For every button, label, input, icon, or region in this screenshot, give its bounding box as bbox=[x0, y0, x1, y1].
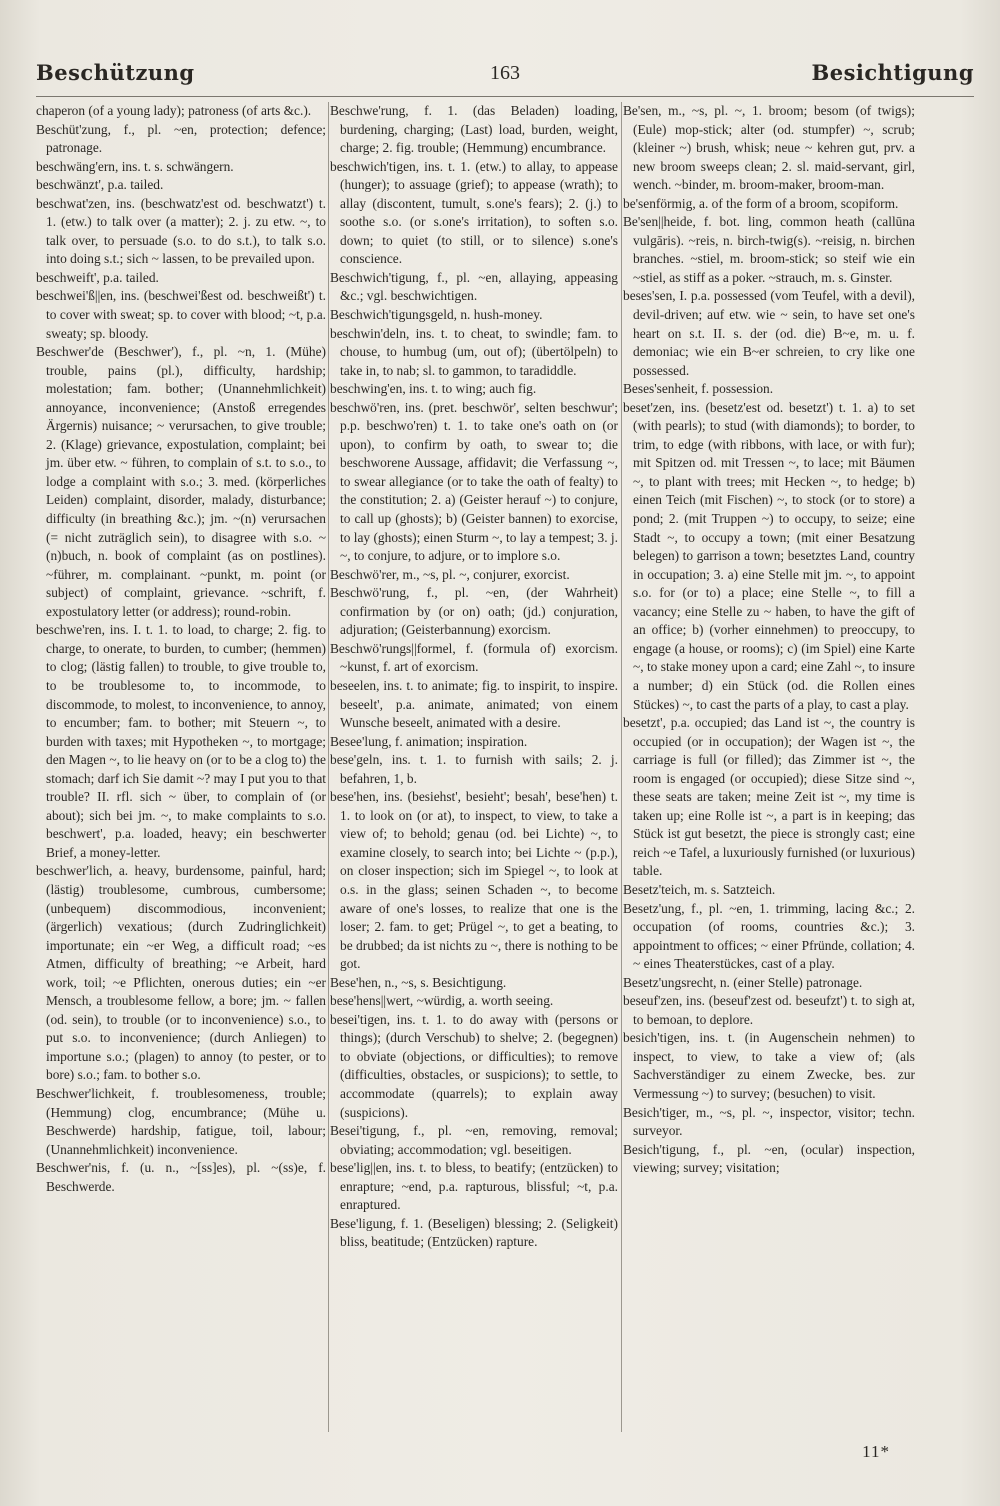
dictionary-entry: Beses'senheit, f. possession. bbox=[623, 381, 774, 397]
dictionary-entry: bese'lig||en, ins. t. to bless, to beatify; (entzücken) to enrapture; ~end, p.a. rapturous, blissful; ~t, p.a. enraptured. bbox=[330, 1160, 618, 1213]
header-right-catchword: Besichtigung bbox=[811, 60, 974, 85]
dictionary-entry: beschwe'ren, ins. I. t. 1. to load, to charge; 2. fig. to charge, to onerate, to burden, to cumber; (hemmen) to clog; (lästig fallen) to trouble, to give trouble to, to be troublesome to, to incommode, to discommode, to molest, to inconvenience, to annoy, to encumber; fam. to bother; mit Steuern ~, to burden with taxes; mit Hypotheken ~, to mortgage; den Magen ~, to lie heavy on (or to be a clog to) the stomach; darf ich Sie damit ~? may I put you to that trouble? II. rfl. sich ~ über, to complain of (or about); sich bei jm. ~, to make complaints to s.o. beschwert', p.a. loaded, heavy; ein beschwerter Brief, a money-letter. bbox=[36, 622, 326, 860]
dictionary-entry: besich'tigen, ins. t. (in Augenschein nehmen) to inspect, to view, to take a view of; (als Sachverständiger zu einem Zwecke, bes. zur Vermessung ~) to survey; (besuchen) to visit. bbox=[623, 1030, 915, 1101]
dictionary-entry: Beschüt'zung, f., pl. ~en, protection; defence; patronage. bbox=[36, 121, 326, 156]
dictionary-entry: beschwing'en, ins. t. to wing; auch fig. bbox=[330, 381, 537, 397]
dictionary-entry: Beschwe'rung, f. 1. (das Beladen) loading, burdening, charging; (Last) load, burden, weight, charge; 2. fig. trouble; (Hemmung) encumbrance. bbox=[330, 103, 618, 156]
dictionary-entry: beschwäng'ern, ins. t. s. schwängern. bbox=[36, 158, 234, 174]
dictionary-entry: Beschwö'rung, f., pl. ~en, (der Wahrheit) confirmation by (or on) oath; (jd.) conjuration, adjuration; (Geisterbannung) exorcism. bbox=[330, 585, 618, 638]
dictionary-entry: Besetz'ungsrecht, n. (einer Stelle) patronage. bbox=[623, 974, 863, 990]
dictionary-entry: beschweift', p.a. tailed. bbox=[36, 269, 159, 285]
dictionary-entry: bese'geln, ins. t. 1. to furnish with sails; 2. j. befahren, 1, b. bbox=[330, 752, 618, 786]
dictionary-entry: beschwat'zen, ins. (beschwatz'est od. beschwatzt') t. 1. (etw.) to talk over (a matter); 2. j. zu etw. ~, to talk over, to persuade (s.o. to do s.t.), to talk s.o. into doing s.t.; sich ~ lassen, to be prevailed upon. bbox=[36, 195, 326, 267]
dictionary-entry: besei'tigen, ins. t. 1. to do away with (persons or things); (durch Verschub) to shelve; 2. (begegnen) to obviate (objections, or difficulties); to remove (difficulties, obstacles, or suspicions); to settle, to accommodate (quarrels); to explain away (suspicions). bbox=[330, 1011, 618, 1120]
dictionary-entry: beseuf'zen, ins. (beseuf'zest od. beseufzt') t. to sigh at, to bemoan, to deplore. bbox=[623, 993, 915, 1027]
dictionary-entry: Beschwer'nis, f. (u. n., ~[ss]es), pl. ~(ss)e, f. Beschwerde. bbox=[36, 1160, 326, 1194]
page-header bbox=[36, 60, 974, 100]
dictionary-entry: be'senförmig, a. of the form of a broom, scopiform. bbox=[623, 195, 899, 211]
dictionary-entry: Besei'tigung, f., pl. ~en, removing, removal; obviating; accommodation; vgl. beseitigen. bbox=[330, 1123, 618, 1157]
dictionary-entry: bese'hens||wert, ~würdig, a. worth seeing. bbox=[330, 993, 554, 1009]
dictionary-entry: Bese'hen, n., ~s, s. Besichtigung. bbox=[330, 974, 507, 990]
dictionary-entry: Bese'ligung, f. 1. (Beseligen) blessing; 2. (Seligkeit) bliss, beatitude; (Entzücken) rapture. bbox=[330, 1215, 618, 1250]
dictionary-entry: Besee'lung, f. animation; inspiration. bbox=[330, 733, 528, 749]
dictionary-entry: Beschwich'tigungsgeld, n. hush-money. bbox=[330, 307, 543, 323]
dictionary-entry: Beschwö'rer, m., ~s, pl. ~, conjurer, exorcist. bbox=[330, 566, 570, 582]
dictionary-entry: beschwin'deln, ins. t. to cheat, to swindle; fam. to chouse, to humbug (um, out of); (übertölpeln) to take in, to nab; sl. to gammon, to taradiddle. bbox=[330, 325, 618, 378]
column-divider bbox=[621, 102, 622, 1432]
page-number: 163 bbox=[490, 62, 520, 84]
column-2 bbox=[330, 102, 618, 1432]
dictionary-entry: beset'zen, ins. (besetz'est od. besetzt') t. 1. a) to set (with pearls); to stud (with diamonds); to border, to trim, to edge (with ribbons, with lace, or with fur); mit Spitzen od. mit Tressen ~, to lace; mit Bäumen ~, to plant with trees; mit Hecken ~, to hedge; b) einen Teich (mit Fischen) ~, to stock (or to store) a pond; 2. (mit Truppen ~) to occupy, to seize; eine Stadt ~, to occupy a town; (mit einer Besatzung belegen) to garrison a town; besetztes Land, country in occupation; 3. a) eine Stelle mit jm. ~, to appoint s.o. for (or to) a place; eine Stelle ~, to fill a vacancy; eine Stelle zu ~ haben, to have the gift of an office; b) (vorher einnehmen) to preoccupy, to engage (a house, or rooms); c) (im Spiel) eine Karte ~, to stake money upon a card; eine Zahl ~, to insure a number; d) ein Stück (od. die Rollen eines Stückes) ~, to cast the parts of a play, to cast a play. bbox=[623, 399, 915, 712]
dictionary-entry: beschwö'ren, ins. (pret. beschwör', selten beschwur'; p.p. beschwo'ren) t. 1. to take one's oath on (or upon), to confirm by oath, to swear to; die beschworene Aussage, affidavit; die Verfassung ~, to swear allegiance (or to take the oath of fealty) to the constitution; 2. a) (Geister herauf ~) to conjure, to call up (ghosts); b) (Geister bannen) to exorcise, to lay (ghosts); einen Sturm ~, to lay a tempest; 3. j. ~, to conjure, to adjure, or to implore s.o. bbox=[330, 399, 618, 564]
header-left-catchword: Beschützung bbox=[36, 60, 195, 85]
dictionary-entry: Beschwö'rungs||formel, f. (formula of) exorcism. ~kunst, f. art of exorcism. bbox=[330, 640, 618, 675]
dictionary-entry: Besich'tiger, m., ~s, pl. ~, inspector, visitor; techn. surveyor. bbox=[623, 1104, 915, 1139]
column-divider bbox=[328, 102, 329, 1432]
dictionary-entry: bese'hen, ins. (besiehst', besieht'; besah', bese'hen) t. 1. to look on (or at), to inspect, to view, to take a view of; to behold; genau (od. bei Lichte) ~, to examine closely, to search into; bei Lichte ~ (p.p.), on closer inspection; sich im Spiegel ~, to look at o.s. in the glass; seinen Schaden ~, to become aware of one's losses, to realize that one is the loser; 2. fam. to get; Prügel ~, to get a beating, to be drubbed; da ist nichts zu ~, there is nothing to be got. bbox=[330, 789, 618, 972]
dictionary-entry: Besetz'ung, f., pl. ~en, 1. trimming, lacing &c.; 2. occupation (of rooms, countries &c.); 3. appointment to offices; ~ einer Pfründe, collation; 4. ~ eines Theaterstückes, cast of a play. bbox=[623, 900, 915, 972]
dictionary-entry: Be'sen||heide, f. bot. ling, common heath (callūna vulgāris). ~reis, n. birch-twig(s). ~reisig, n. birchen branches. ~stiel, m. broom-stick; so steif wie ein ~stiel, as stiff as a poker. ~strauch, m. s. Ginster. bbox=[623, 214, 915, 285]
dictionary-entry: beseelen, ins. t. to animate; fig. to inspirit, to inspire. beseelt', p.a. animate, animated; von einem Wunsche beseelt, animated with a desire. bbox=[330, 677, 618, 731]
dictionary-entry: Beschwer'lichkeit, f. troublesomeness, trouble; (Hemmung) clog, encumbrance; (Mühe u. Beschwerde) hardship, fatigue, toil, labour; (Unannehmlichkeit) inconvenience. bbox=[36, 1085, 326, 1157]
signature-mark: 11* bbox=[862, 1442, 890, 1461]
dictionary-entry: beschwer'lich, a. heavy, burdensome, painful, hard; (lästig) troublesome, cumbrous, cumbersome; (unbequem) discommodious, inconvenient; (ärgerlich) vexatious; (durch Zudringlichkeit) importunate; ein ~er Weg, a difficult road; ~es Atmen, difficulty of breathing; ~e Arbeit, hard work, toil; ~e Pflichten, onerous duties; ein ~er Mensch, a troublesome fellow, a bore; jm. ~ fallen (od. sein), to trouble (or to inconvenience) s.o., to put s.o. to inconvenience; (durch Anliegen) to importune s.o.; (plagen) to annoy (to pester, or to bore) s.o.; fam. to bother s.o. bbox=[36, 863, 326, 1083]
dictionary-entry: besetzt', p.a. occupied; das Land ist ~, the country is occupied (or in occupation); der Wagen ist ~, the carriage is full (or filled); das Zimmer ist ~, the room is engaged (or occupied); diese Sitze sind ~, these seats are taken; meine Zeit ist ~, my time is taken up; eine Rolle ist ~, a part is in keeping; das Stück ist gut besetzt, the piece is strongly cast; eine reich ~e Tafel, a luxuriously furnished (or luxurious) table. bbox=[623, 715, 915, 879]
column-1 bbox=[36, 102, 326, 1432]
dictionary-entry: Besetz'teich, m. s. Satzteich. bbox=[623, 881, 776, 897]
dictionary-entry: beses'sen, I. p.a. possessed (vom Teufel, with a devil), devil-driven; auf etw. wie ~ sein, to have set one's heart on s.t. II. s. der (od. die) B~e, m. u. f. demoniac; wie ein B~er schreien, to cry like one possessed. bbox=[623, 288, 915, 378]
dictionary-entry: Besich'tigung, f., pl. ~en, (ocular) inspection, viewing; survey; visitation; bbox=[623, 1141, 915, 1176]
dictionary-entry: Beschwich'tigung, f., pl. ~en, allaying, appeasing &c.; vgl. beschwichtigen. bbox=[330, 269, 618, 304]
dictionary-entry: Beschwer'de (Beschwer'), f., pl. ~n, 1. (Mühe) trouble, pains (pl.), difficulty, hardship; molestation; fam. bother; (Unannehmlichkeit) annoyance, inconvenience; (Anstoß erregendes Ärgernis) nuisance; ~ verursachen, to give trouble; 2. (Klage) grievance, expostulation, complaint; bei jm. über etw. ~ führen, to complain of s.t. to s.o., to lodge a complaint with s.o.; 3. med. (körperliches Leiden) complaint, disorder, malady, disturbance; difficulty (in breathing &c.); jm. ~(n) verursachen (= nicht zuträglich sein), to disagree with s.o. ~(n)buch, n. book of complaint (as on postlines). ~führer, m. complainant. ~punkt, m. point (or subject) of complaint, grievance. ~schrift, f. expostulatory letter (or address); round-robin. bbox=[36, 344, 326, 619]
column-3 bbox=[623, 102, 915, 1432]
dictionary-entry: beschwei'ß||en, ins. (beschwei'ßest od. beschweißt') t. to cover with sweat; sp. to cover with blood; ~t, p.a. sweaty; sp. bloody. bbox=[36, 288, 326, 341]
dictionary-entry: beschwich'tigen, ins. t. 1. (etw.) to allay, to appease (hunger); to assuage (grief); to appease (wrath); to allay (discontent, tumult, s.one's fears); 2. (j.) to soothe s.o. (or s.one's irritation), to soften s.o. down; to quiet (to still, or to silence) s.one's conscience. bbox=[330, 158, 618, 267]
dictionary-entry: chaperon (of a young lady); patroness (of arts &c.). bbox=[36, 103, 312, 118]
dictionary-entry: Be'sen, m., ~s, pl. ~, 1. broom; besom (of twigs); (Eule) mop-stick; alter (od. stumpfer) ~, scrub; (kleiner ~) brush, whisk; neue ~ kehren gut, prv. a new broom sweeps clean; 2. sl. maid-servant, girl, wench. ~binder, m. broom-maker, broom-man. bbox=[623, 103, 915, 193]
dictionary-entry: beschwänzt', p.a. tailed. bbox=[36, 177, 164, 193]
header-rule bbox=[36, 96, 974, 97]
